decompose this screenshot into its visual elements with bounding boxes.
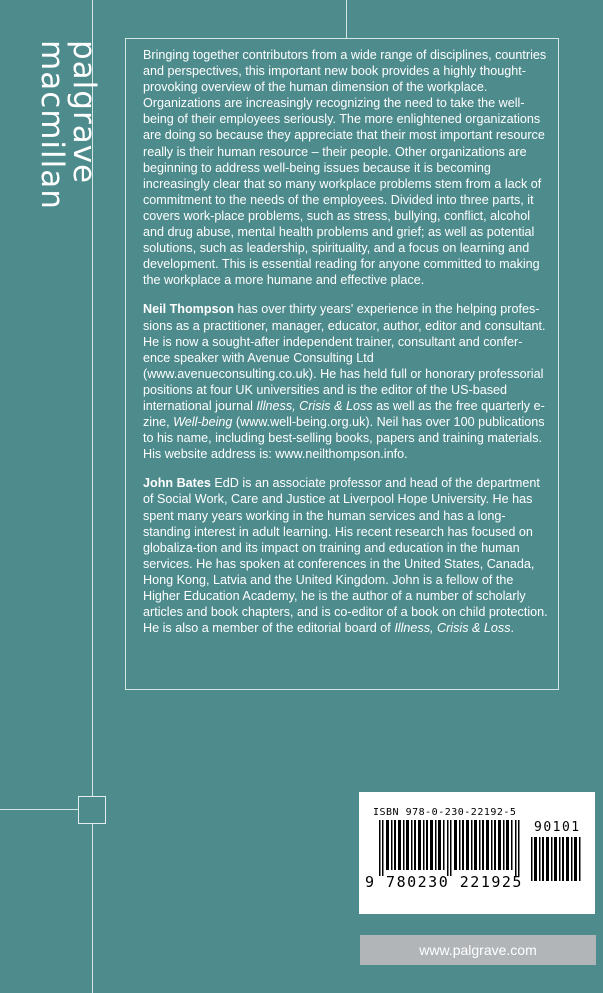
book-description: Bringing together contributors from a wide range of disciplines, countries and perspectives, this important new book provides a highly thought-provoking overview of the human dimension of the workplace. Organizations are increasingly recognizing the need to take the well-being of their employees seriously. The more enlightened organizations are doing so because they appreciate that their most important resource really is their human resource – their people. Other organizations are beginning to address well-being issues because it is becoming increasingly clear that so many workplace problems stem from a lack of commitment to the needs of the employees. Divided into three parts, it covers work-place problems, such as stress, bullying, conflict, alcohol and drug abuse, mental health problems and grief; as well as potential solutions, such as leadership, spirituality, and a focus on learning and development. This is essential reading for anyone committed to making the workplace a more humane and effective place. <box>143 48 547 288</box>
author-name-john: John Bates <box>143 476 211 491</box>
isbn-text: ISBN 978-0-230-22192-5 <box>373 807 517 818</box>
bio-text: as well as the free quarterly e-zine, <box>143 398 545 430</box>
small-square-frame <box>78 796 106 824</box>
bio-text: (www.well-being.org.uk). Neil has over 100 publications to his name, including best-selling books, papers and training materials. His website address is: www.neilthompson.info. <box>143 415 545 462</box>
barcode-digits: 9 780230 221925 <box>365 873 523 891</box>
price-code: 90101 <box>534 820 581 835</box>
author-bio-john-bates <box>143 475 548 636</box>
journal-title: Illness, Crisis & Loss <box>256 398 373 413</box>
publisher-logo <box>28 40 118 210</box>
blurb-box <box>125 38 559 690</box>
left-horizontal-rule <box>0 809 78 810</box>
ezine-title: Well-being <box>173 415 233 430</box>
barcode-panel <box>359 792 595 914</box>
website-bar <box>360 935 596 965</box>
bio-text: . <box>510 621 514 636</box>
logo-word-palgrave: palgrave <box>66 40 102 185</box>
bio-text: EdD is an associate professor and head of the department of Social Work, Care and Justice at Liverpool Hope University. He has spent many years working in the human services and has a long-standing interest in adult learning. His recent research has focused on globaliza-tion and its impact on training and education in the human services. He has spoken at conferences in the United States, Canada, Hong Kong, Latvia and the United Kingdom. John is a fellow of the Higher Education Academy, he is the author of a number of scholarly articles and book chapters, and is co-editor of a book on child protection. He is also a member of the editorial board of <box>143 476 548 636</box>
journal-title: Illness, Crisis & Loss <box>394 621 511 636</box>
website-url: www.palgrave.com <box>419 942 537 958</box>
top-vertical-rule <box>346 0 347 38</box>
addon-barcode-bars <box>531 837 583 881</box>
logo-word-macmillan: macmillan <box>34 40 70 210</box>
author-name-neil: Neil Thompson <box>143 302 234 317</box>
bottom-vertical-rule <box>92 824 93 993</box>
author-bio-neil-thompson <box>143 301 548 462</box>
barcode-bars <box>379 820 524 876</box>
bio-text: has over thirty years' experience in the helping profes-sions as a practitioner, manager, educator, author, editor and consultant. He is now a sought-after independent trainer, consultant and confer-ence speaker with Avenue Consulting Ltd (www.avenueconsulting.co.uk). He has held full or honorary professorial positions at four UK universities and is the editor of the US-based international journal <box>143 302 546 413</box>
